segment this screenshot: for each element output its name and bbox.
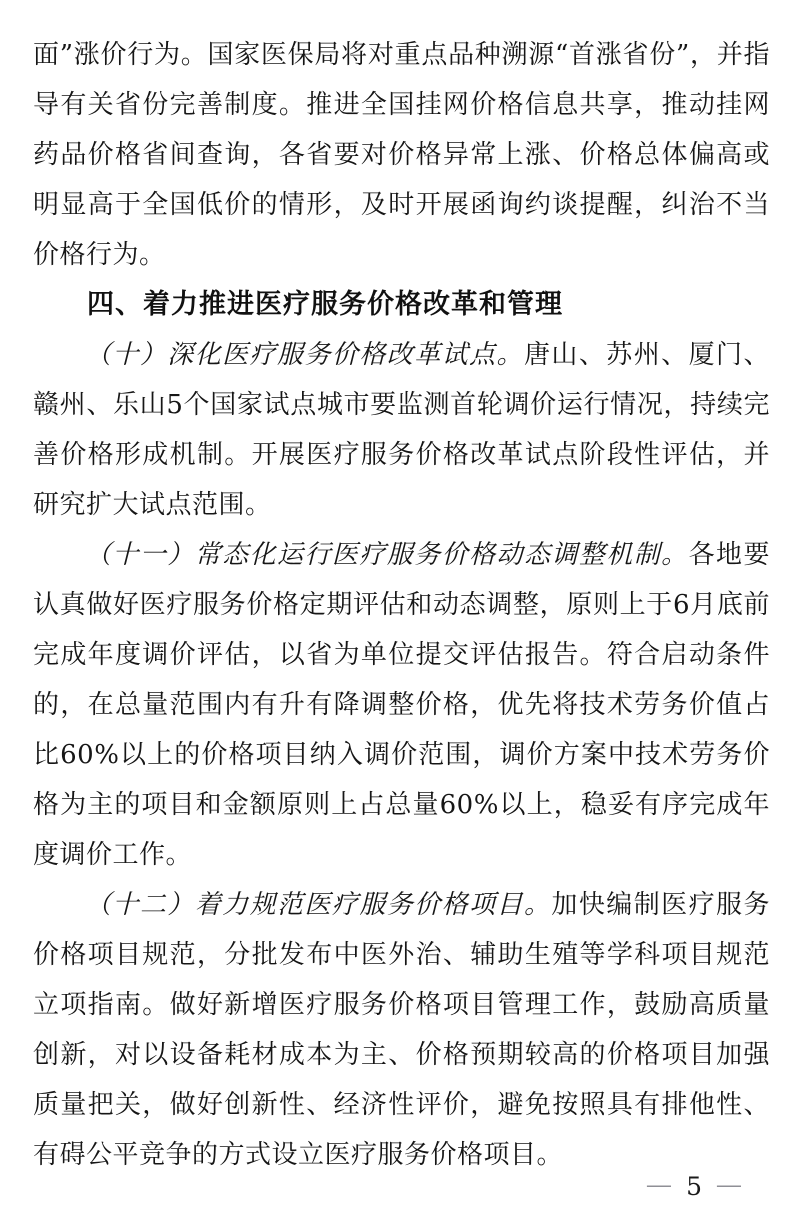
section-heading: 四、着力推进医疗服务价格改革和管理 bbox=[87, 289, 563, 320]
paragraph-item-eleven bbox=[33, 530, 770, 880]
page-footer bbox=[645, 1166, 743, 1206]
item-ten-lead: （十）深化医疗服务价格改革试点。 bbox=[85, 340, 524, 370]
footer-left-dash: — bbox=[645, 1173, 673, 1198]
item-eleven-body: 各地要认真做好医疗服务价格定期评估和动态调整，原则上于6月底前完成年度调价评估，以省为单位提交评估报告。符合启动条件的，在总量范围内有升有降调整价格，优先将技术劳务价值占比60%以上的价格项目纳入调价范围，调价方案中技术劳务价格为主的项目和金额原则上占总量60%以上，稳妥有序完成年度调价工作。 bbox=[33, 540, 770, 870]
paragraph-item-ten bbox=[33, 330, 770, 530]
page-number: 5 bbox=[686, 1171, 702, 1201]
paragraph-continuation: 面”涨价行为。国家医保局将对重点品种溯源“首涨省份”，并指导有关省份完善制度。推进全国挂网价格信息共享，推动挂网药品价格省间查询，各省要对价格异常上涨、价格总体偏高或明显高于全国低价的情形，及时开展函询约谈提醒，纠治不当价格行为。 bbox=[33, 40, 770, 270]
document-content bbox=[33, 30, 770, 1180]
item-twelve-lead: （十二）着力规范医疗服务价格项目。 bbox=[85, 890, 552, 920]
item-twelve-body: 加快编制医疗服务价格项目规范，分批发布中医外治、辅助生殖等学科项目规范立项指南。做好新增医疗服务价格项目管理工作，鼓励高质量创新，对以设备耗材成本为主、价格预期较高的价格项目加强质量把关，做好创新性、经济性评价，避免按照具有排他性、有碍公平竞争的方式设立医疗服务价格项目。 bbox=[33, 890, 770, 1170]
footer-right-dash: — bbox=[715, 1173, 743, 1198]
item-ten-body: 唐山、苏州、厦门、赣州、乐山5个国家试点城市要监测首轮调价运行情况，持续完善价格形成机制。开展医疗服务价格改革试点阶段性评估，并研究扩大试点范围。 bbox=[33, 340, 770, 520]
paragraph-item-twelve bbox=[33, 880, 770, 1180]
item-eleven-lead: （十一）常态化运行医疗服务价格动态调整机制。 bbox=[85, 540, 689, 570]
